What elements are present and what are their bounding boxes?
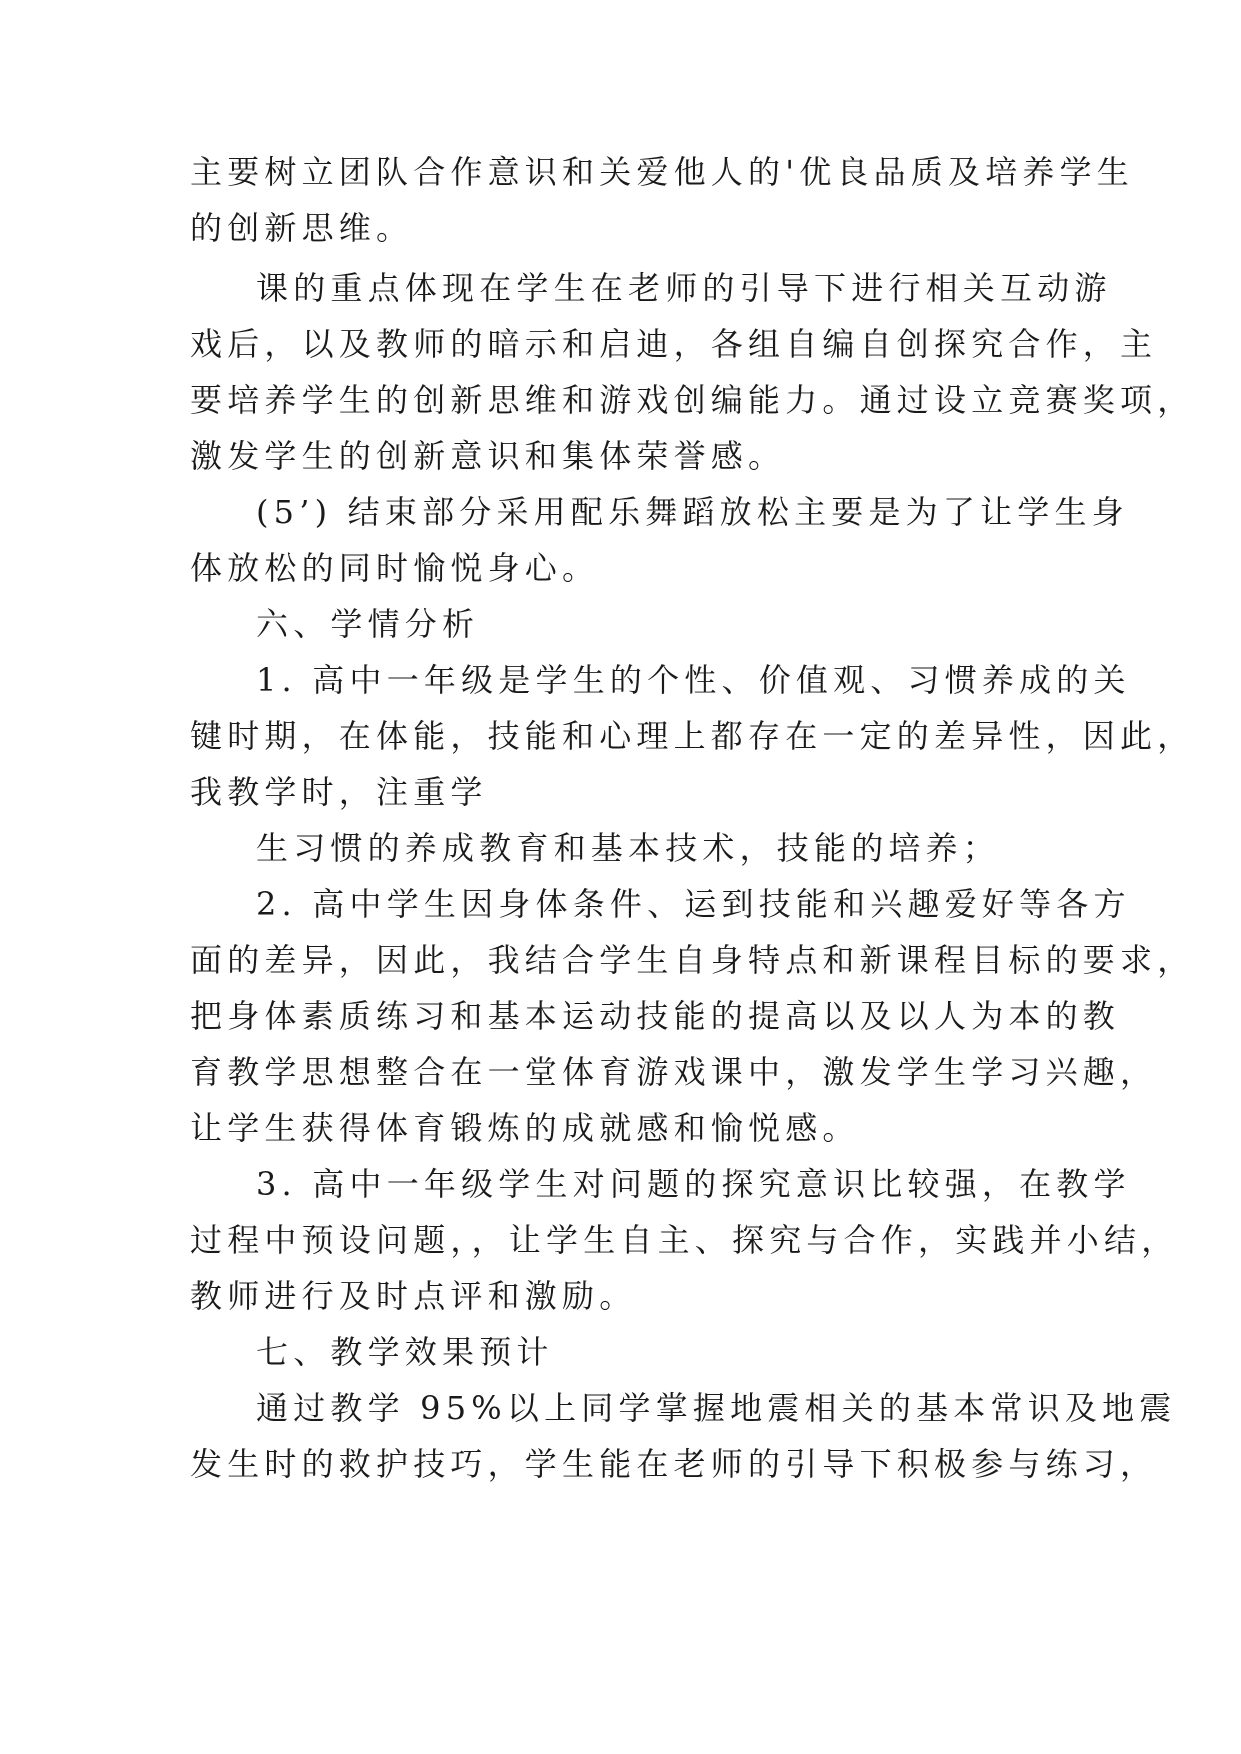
paragraph-first-line: 生习惯的养成教育和基本技术，技能的培养； bbox=[256, 829, 1001, 867]
text-line: 过程中预设问题，，让学生自主、探究与合作，实践并小结， bbox=[190, 1221, 1179, 1259]
text-line: 激发学生的创新意识和集体荣誉感。 bbox=[190, 437, 786, 475]
paragraph-first-line: (5’) 结束部分采用配乐舞蹈放松主要是为了让学生身 bbox=[256, 493, 1129, 531]
paragraph-first-line: 通过教学 95%以上同学掌握地震相关的基本常识及地震 bbox=[256, 1389, 1177, 1427]
text-line: 育教学思想整合在一堂体育游戏课中，激发学生学习兴趣， bbox=[190, 1053, 1158, 1091]
text-line: 我教学时，注重学 bbox=[190, 773, 488, 811]
text-line: 体放松的同时愉悦身心。 bbox=[190, 549, 600, 587]
text-line: 教师进行及时点评和激励。 bbox=[190, 1277, 637, 1315]
paragraph-first-line: 1. 高中一年级是学生的个性、价值观、习惯养成的关 bbox=[256, 661, 1131, 699]
section-heading: 七、教学效果预计 bbox=[256, 1333, 554, 1371]
paragraph-first-line: 课的重点体现在学生在老师的引导下进行相关互动游 bbox=[256, 269, 1112, 307]
text-line: 让学生获得体育锻炼的成就感和愉悦感。 bbox=[190, 1109, 860, 1147]
section-heading: 六、学情分析 bbox=[256, 605, 480, 643]
text-line: 戏后，以及教师的暗示和启迪，各组自编自创探究合作，主 bbox=[190, 325, 1158, 363]
text-line: 把身体素质练习和基本运动技能的提高以及以人为本的教 bbox=[190, 997, 1121, 1035]
text-line: 要培养学生的创新思维和游戏创编能力。通过设立竞赛奖项， bbox=[190, 381, 1195, 419]
text-line: 发生时的救护技巧，学生能在老师的引导下积极参与练习， bbox=[190, 1445, 1158, 1483]
paragraph-first-line: 2. 高中学生因身体条件、运到技能和兴趣爱好等各方 bbox=[256, 885, 1131, 923]
text-line: 键时期，在体能，技能和心理上都存在一定的差异性，因此， bbox=[190, 717, 1195, 755]
paragraph-first-line: 3. 高中一年级学生对问题的探究意识比较强，在教学 bbox=[256, 1165, 1131, 1203]
text-line: 的创新思维。 bbox=[190, 209, 414, 247]
text-line: 主要树立团队合作意识和关爱他人的'优良品质及培养学生 bbox=[190, 153, 1134, 191]
text-line: 面的差异，因此，我结合学生自身特点和新课程目标的要求， bbox=[190, 941, 1195, 979]
